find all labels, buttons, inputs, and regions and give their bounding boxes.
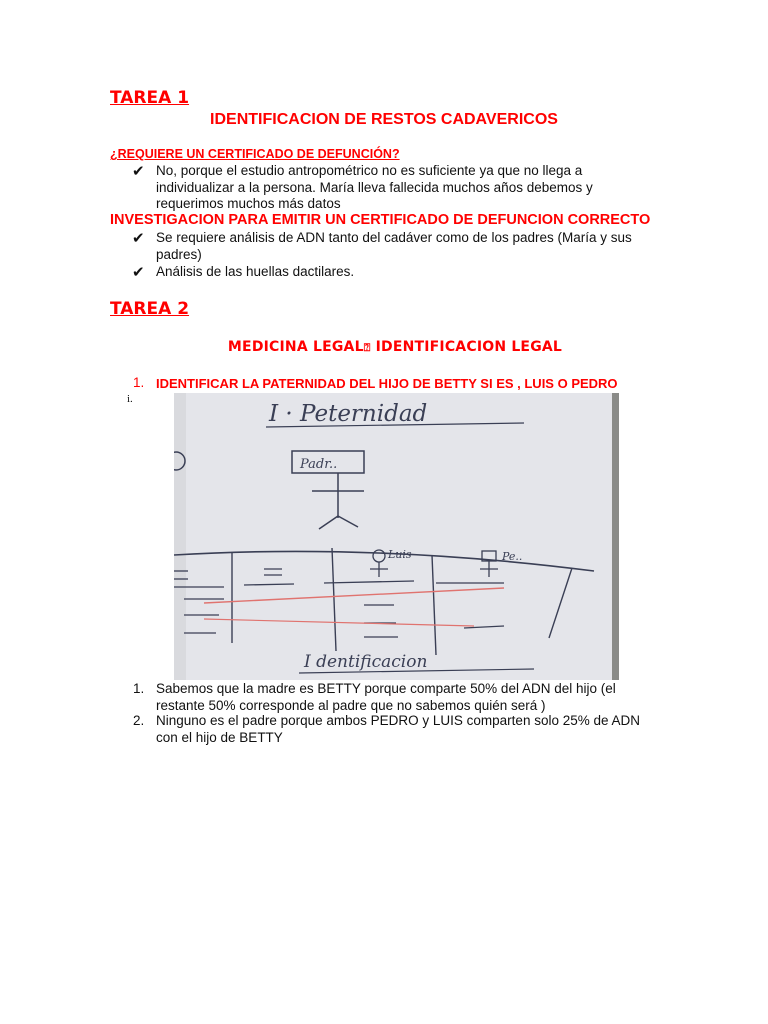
subtitle-text: MEDICINA LEGAL [227, 339, 364, 355]
conclusion-line: Sabemos que la madre es BETTY porque comparte 50% del ADN del hijo (el [156, 681, 616, 696]
paternity-photo [174, 393, 619, 680]
conclusion-line: con el hijo de BETTY [156, 729, 283, 745]
investigation-heading: INVESTIGACION PARA EMITIR UN CERTIFICADO DE DEFUNCION CORRECTO [110, 212, 651, 228]
defuncion-question: ¿REQUIERE UN CERTIFICADO DE DEFUNCIÓN? [110, 147, 400, 161]
item-line: Se requiere análisis de ADN tanto del cadáver como de los padres (María y sus [156, 230, 632, 245]
investigation-item [156, 264, 676, 281]
conclusion-line: Ninguno es el padre porque ambos PEDRO y LUIS comparten solo 25% de ADN [156, 713, 641, 728]
sketch-col-pedro: Pe.. [502, 550, 523, 563]
sketch-footer: I dentificacion [304, 652, 428, 672]
paternity-sketch [174, 393, 619, 680]
sketch-col-luis: Luis [388, 548, 412, 561]
item-line: padres) [156, 246, 202, 262]
tarea2-heading: TAREA 2 [110, 299, 190, 319]
tarea1-title: IDENTIFICACION DE RESTOS CADAVERICOS [210, 111, 558, 128]
check-icon: ✔ [132, 264, 145, 281]
check-icon: ✔ [132, 230, 145, 247]
answer-line: requerimos muchos más datos [156, 196, 341, 211]
conclusion-line: restante 50% corresponde al padre que no sabemos quién será ) [156, 697, 546, 713]
subtitle-rest: IDENTIFICACION LEGAL [370, 339, 563, 355]
answer-paragraph [156, 163, 676, 213]
conclusion-number: 1. [133, 681, 145, 696]
medicina-subtitle [0, 339, 768, 355]
conclusion-item [156, 681, 676, 714]
conclusion-item [156, 713, 676, 746]
item-line: Análisis de las huellas dactilares. [156, 264, 355, 279]
sub-marker: i. [127, 393, 133, 405]
conclusion-number: 2. [133, 713, 145, 728]
answer-line: No, porque el estudio antropométrico no es suficiente ya que no llega a [156, 163, 583, 178]
paternity-item: IDENTIFICAR LA PATERNIDAD DEL HIJO DE BETTY SI ES , LUIS O PEDRO [156, 376, 618, 391]
check-icon: ✔ [132, 163, 145, 180]
tarea1-heading: TAREA 1 [110, 88, 190, 108]
sketch-box-label: Padr.. [300, 457, 338, 472]
investigation-item [156, 230, 676, 263]
item-number: 1. [133, 375, 145, 390]
answer-line: individualizar a la persona. María lleva fallecida muchos años debemos y [156, 179, 593, 195]
missing-glyph-icon: ⍰ [363, 341, 371, 354]
sketch-title: I · Peternidad [269, 401, 428, 427]
